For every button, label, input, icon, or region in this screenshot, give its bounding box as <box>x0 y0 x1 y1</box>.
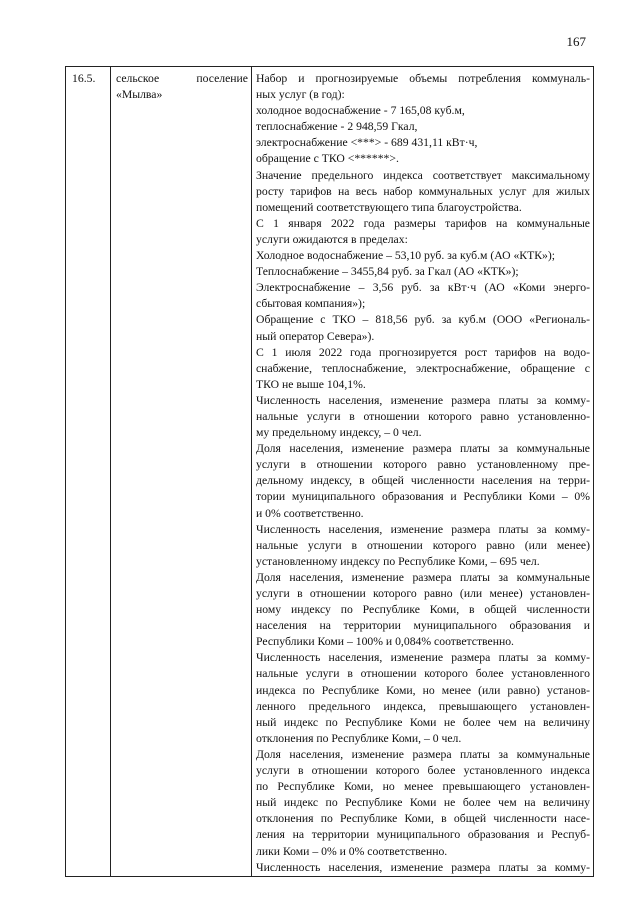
text-line: отклонения по Республике Коми, – 0 чел. <box>256 731 462 745</box>
text-line: услуги в отношении которого более установленного индекса <box>256 764 590 778</box>
text-line: снабжение, теплоснабжение, электроснабжение, обращение с <box>256 361 590 375</box>
text-line: Обращение с ТКО – 818,56 руб. за куб.м (ООО «Региональ- <box>256 313 590 327</box>
settlement-type-word2: поселение <box>196 72 248 85</box>
text-line: ленного предельного индекса, превышающего установлен- <box>256 699 590 713</box>
text-line: Республики Коми – 100% и 0,084% соответственно. <box>256 635 514 649</box>
text-line: помещений соответствующего типа благоустройства. <box>256 200 522 214</box>
text-line: ный индекс по Республике Коми не более чем на величину <box>256 796 590 810</box>
text-line: Численность населения, изменение размера платы за комму- <box>256 522 590 536</box>
text-line: Доля населения, изменение размера платы за коммунальные <box>256 442 590 456</box>
text-line: услуги ожидаются в пределах: <box>256 232 408 246</box>
text-line: Значение предельного индекса соответствует максимальному <box>256 168 590 182</box>
text-line: теплоснабжение - 2 948,59 Гкал, <box>256 120 418 134</box>
text-line: обращение с ТКО <******>. <box>256 152 399 166</box>
text-line: С 1 июля 2022 года прогнозируется рост тарифов на водо- <box>256 345 590 359</box>
text-line: тории муниципального образования и Республики Коми – 0% <box>256 490 590 504</box>
description-cell <box>252 67 594 877</box>
text-line: Доля населения, изменение размера платы за коммунальные <box>256 570 590 584</box>
settlement-name-cell <box>111 67 252 877</box>
text-line: му предельному индексу, – 0 чел. <box>256 426 422 440</box>
text-line: по Республике Коми, но менее превышающего установлен- <box>256 780 590 794</box>
text-line: ный индекс по Республике Коми не более чем на величину <box>256 715 590 729</box>
text-line: Набор и прогнозируемые объемы потребления коммуналь- <box>256 72 590 85</box>
settlement-name-line1 <box>116 71 248 87</box>
row-number-cell <box>66 67 111 877</box>
text-line: электроснабжение <***> - 689 431,11 кВт·ч, <box>256 136 478 150</box>
settlement-name: «Мылва» <box>116 88 163 102</box>
settlement-type-word1: сельское <box>116 72 160 85</box>
table-row <box>66 67 594 877</box>
text-line: и 0% соответственно. <box>256 506 364 520</box>
text-line: установленному индексу по Республике Коми, – 695 чел. <box>256 554 540 568</box>
description-text <box>256 71 590 876</box>
text-line: ТКО не выше 104,1%. <box>256 377 366 391</box>
text-line: росту тарифов на весь набор коммунальных услуг для жилых <box>256 184 590 198</box>
text-line: С 1 января 2022 года размеры тарифов на коммунальные <box>256 216 590 230</box>
page-number: 167 <box>566 34 586 49</box>
text-line: лики Коми – 0% и 0% соответственно. <box>256 844 448 858</box>
text-line: Холодное водоснабжение – 53,10 руб. за куб.м (АО «КТК»); <box>256 249 556 263</box>
text-line: населения на территории муниципального образования и <box>256 619 590 633</box>
text-line: ных услуг (в год): <box>256 88 345 102</box>
text-line: услуги в отношении которого равно установленному пре- <box>256 458 590 472</box>
text-line: Численность населения, изменение размера платы за комму- <box>256 393 590 407</box>
text-line: ный оператор Севера»). <box>256 329 375 343</box>
text-line: нальные услуги в отношении которого равно (или менее) <box>256 538 590 552</box>
text-line: Теплоснабжение – 3455,84 руб. за Гкал (АО «КТК»); <box>256 265 519 279</box>
text-line: сбытовая компания»); <box>256 297 366 311</box>
tariff-table <box>65 66 594 877</box>
text-line: отклонения по Республике Коми, в общей численности насе- <box>256 812 590 826</box>
text-line: Численность населения, изменение размера платы за комму- <box>256 651 590 665</box>
text-line: индекса по Республике Коми, но менее (или равно) установ- <box>256 683 590 697</box>
text-line: нальные услуги в отношении которого более установленного <box>256 667 590 681</box>
text-line: услуги в отношении которого равно (или менее) установлен- <box>256 587 590 600</box>
text-line: нальные услуги в отношении которого равно установленно- <box>256 409 590 423</box>
text-line: Доля населения, изменение размера платы за коммунальные <box>256 747 590 761</box>
text-line: ному индексу по Республике Коми, в общей численности <box>256 603 590 617</box>
text-line: дельному индексу, в общей численности населения на терри- <box>256 474 590 488</box>
text-line: Электроснабжение – 3,56 руб. за кВт·ч (АО «Коми энерго- <box>256 281 590 295</box>
text-line: холодное водоснабжение - 7 165,08 куб.м, <box>256 104 465 118</box>
row-number: 16.5. <box>72 72 96 85</box>
text-line: Численность населения, изменение размера платы за комму- <box>256 860 590 874</box>
text-line: ления на территории муниципального образования и Респуб- <box>256 828 590 842</box>
